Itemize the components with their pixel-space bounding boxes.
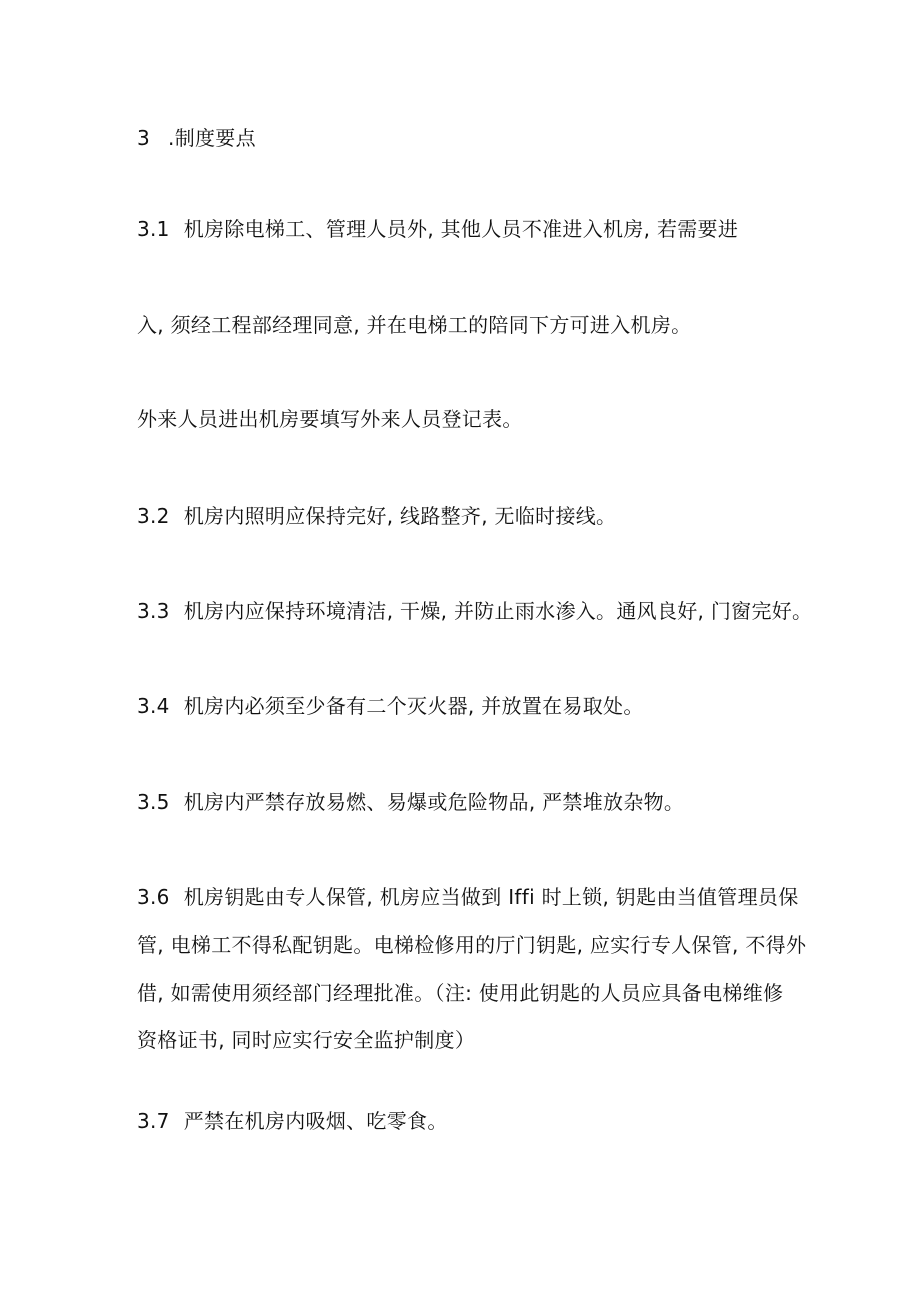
item-3-1-line-2: 入, 须经工程部经理同意, 并在电梯工的陪同下方可进入机房。 [137, 313, 692, 337]
item-3-6-line-2: 管, 电梯工不得私配钥匙。电梯检修用的厅门钥匙, 应实行专人保管, 不得外 [137, 933, 807, 957]
item-3-1-line-3: 外来人员进出机房要填写外来人员登记表。 [137, 407, 523, 431]
item-3-6-line-3: 借, 如需使用须经部门经理批准。（注: 使用此钥匙的人员应具备电梯维修 [137, 981, 784, 1005]
item-number: 3.6 [137, 885, 170, 909]
item-number: 3.5 [137, 790, 170, 814]
item-3-3 [137, 597, 812, 625]
item-number: 3.3 [137, 599, 170, 623]
section-title: .制度要点 [168, 126, 256, 150]
section-number: 3 [137, 126, 151, 150]
item-text: 机房内严禁存放易燃、易爆或危险物品, 严禁堆放杂物。 [183, 790, 685, 814]
item-text: 机房钥匙由专人保管, 机房应当做到 Iffi 时上锁, 钥匙由当值管理员保 [183, 885, 799, 909]
item-3-6-line-1 [137, 883, 799, 911]
section-heading [137, 124, 256, 152]
item-text: 机房内应保持环境清洁, 干燥, 并防止雨水渗入。通风良好, 门窗完好。 [183, 599, 813, 623]
item-3-7 [137, 1107, 448, 1135]
item-text: 机房内照明应保持完好, 线路整齐, 无临时接线。 [183, 504, 617, 528]
item-number: 3.1 [137, 217, 170, 241]
item-3-2 [137, 502, 616, 530]
item-3-1-line-1 [137, 215, 738, 243]
item-3-5 [137, 788, 684, 816]
item-text: 严禁在机房内吸烟、吃零食。 [183, 1109, 448, 1133]
item-text: 机房除电梯工、管理人员外, 其他人员不准进入机房, 若需要进 [183, 217, 739, 241]
item-number: 3.2 [137, 504, 170, 528]
item-text: 机房内必须至少备有二个灭火器, 并放置在易取处。 [183, 694, 644, 718]
item-number: 3.7 [137, 1109, 170, 1133]
item-3-6-line-4: 资格证书, 同时应实行安全监护制度） [137, 1028, 476, 1052]
item-3-4 [137, 692, 644, 720]
item-number: 3.4 [137, 694, 170, 718]
